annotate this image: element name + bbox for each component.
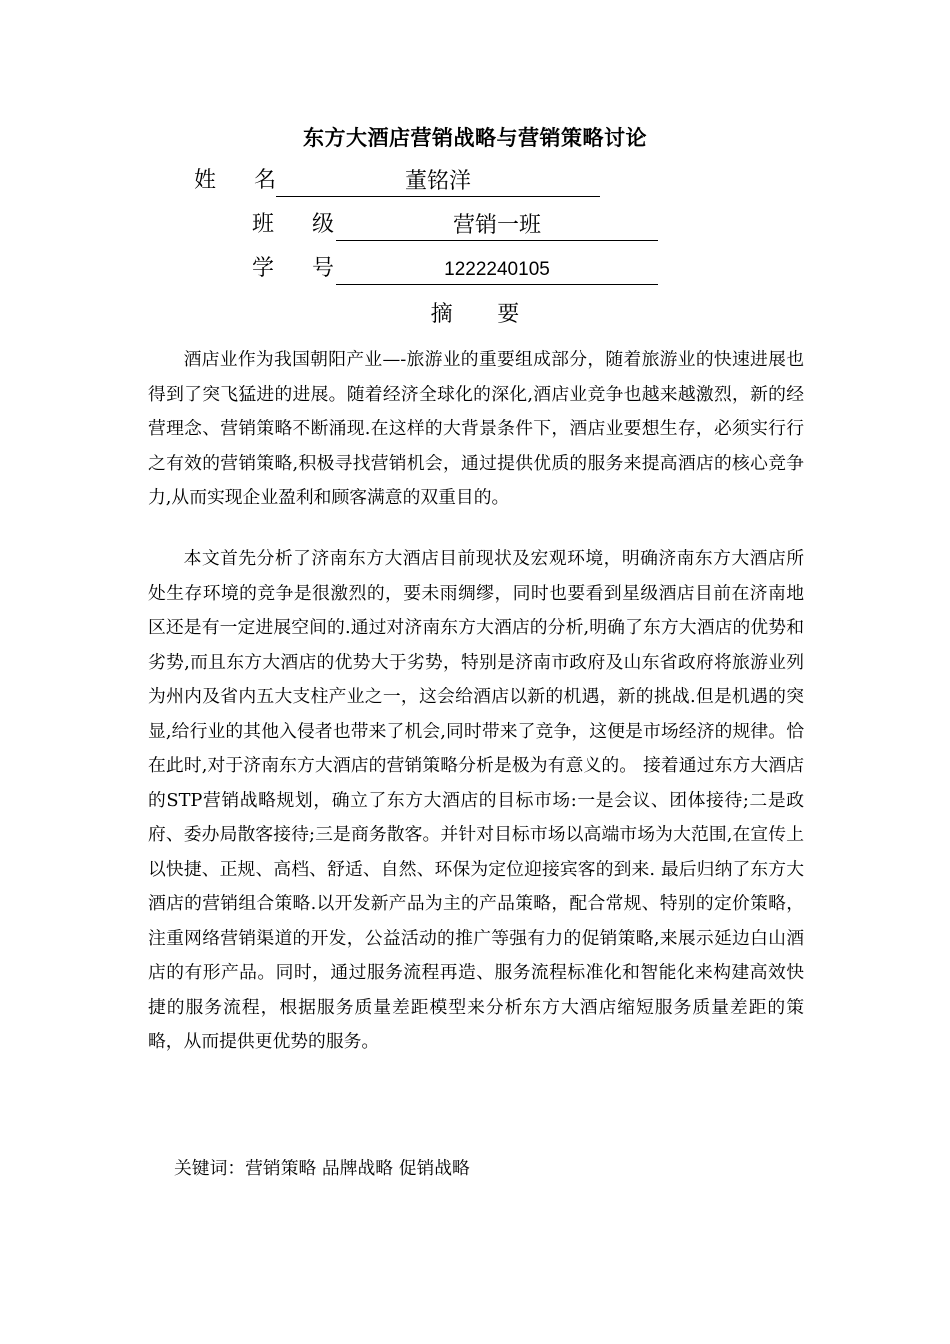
name-label-char-1: 姓 bbox=[194, 168, 217, 193]
student-id-label-char-1: 学 bbox=[252, 256, 275, 281]
name-field: 董铭洋 bbox=[276, 168, 600, 197]
student-id-row bbox=[252, 252, 672, 286]
name-label-char-2: 名 bbox=[254, 168, 277, 193]
class-field: 营销一班 bbox=[336, 212, 658, 241]
name-row bbox=[194, 164, 614, 198]
document-title: 东方大酒店营销战略与营销策略讨论 bbox=[303, 126, 647, 150]
keywords-list: 营销策略 品牌战略 促销战略 bbox=[245, 1158, 470, 1179]
student-id-label-char-2: 号 bbox=[312, 256, 335, 281]
class-row bbox=[252, 208, 672, 242]
abstract-paragraph-2: 本文首先分析了济南东方大酒店目前现状及宏观环境，明确济南东方大酒店所处生存环境的竞争是很激烈的，要未雨绸缪，同时也要看到星级酒店目前在济南地区还是有一定进展空间的.通过对济南东方大酒店的分析,明确了东方大酒店的优势和劣势,而且东方大酒店的优势大于劣势，特别是济南市政府及山东省政府将旅游业列为州内及省内五大支柱产业之一，这会给酒店以新的机遇，新的挑战.但是机遇的突显,给行业的其他入侵者也带来了机会,同时带来了竞争，这便是市场经济的规律。恰在此时,对于济南东方大酒店的营销策略分析是极为有意义的。 接着通过东方大酒店的STP营销战略规划，确立了东方大酒店的目标市场:一是会议、团体接待;二是政府、委办局散客接待;三是商务散客。并针对目标市场以高端市场为大范围,在宣传上以快捷、正规、高档、舒适、自然、环保为定位迎接宾客的到来. 最后归纳了东方大酒店的营销组合策略.以开发新产品为主的产品策略，配合常规、特别的定价策略，注重网络营销渠道的开发，公益活动的推广等强有力的促销策略,来展示延边白山酒店的有形产品。同时，通过服务流程再造、服务流程标准化和智能化来构建高效快捷的服务流程，根据服务质量差距模型来分析东方大酒店缩短服务质量差距的策略，从而提供更优势的服务。 bbox=[148, 548, 804, 1052]
class-label-char-1: 班 bbox=[252, 212, 275, 237]
abstract-paragraph-1: 酒店业作为我国朝阳产业—-旅游业的重要组成部分，随着旅游业的快速进展也得到了突飞猛进的进展。随着经济全球化的深化,酒店业竞争也越来越激烈，新的经营理念、营销策略不断涌现.在这样的大背景条件下，酒店业要想生存，必须实行行之有效的营销策略,积极寻找营销机会，通过提供优质的服务来提高酒店的核心竞争力,从而实现企业盈利和顾客满意的双重目的。 bbox=[148, 349, 804, 508]
class-label-char-2: 级 bbox=[312, 212, 335, 237]
student-id-field: 1222240105 bbox=[336, 256, 658, 285]
abstract-heading: 摘 要 bbox=[430, 302, 520, 327]
keywords-label: 关键词： bbox=[174, 1158, 246, 1179]
keywords-line bbox=[174, 1152, 470, 1186]
